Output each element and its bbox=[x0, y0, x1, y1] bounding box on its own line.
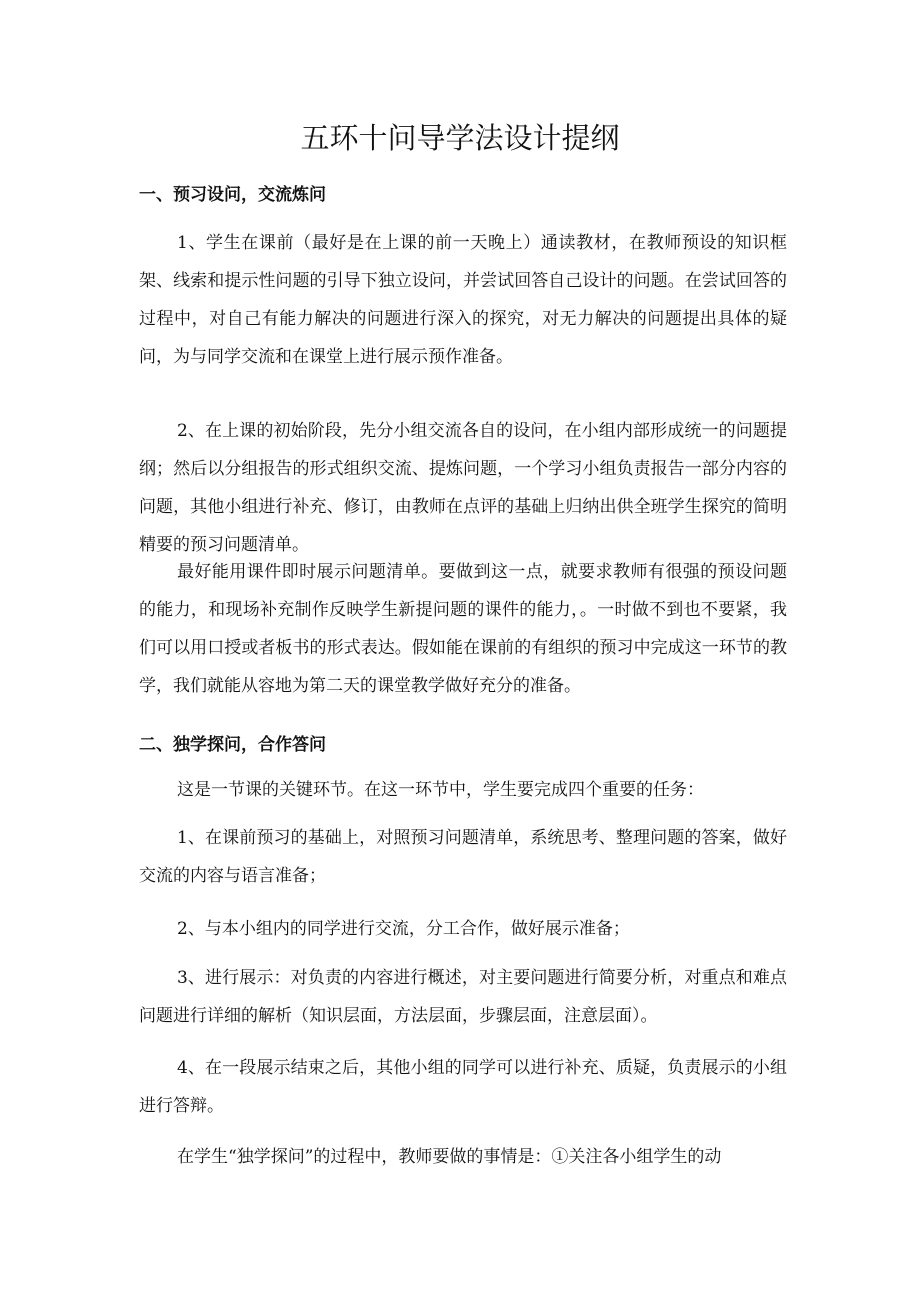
section-1-paragraph-2: 2、在上课的初始阶段，先分小组交流各自的设问，在小组内部形成统一的问题提纲；然后以分组报告的形式组织交流、提炼问题，一个学习小组负责报告一部分内容的问题，其他小组进行补充、修订，由教师在点评的基础上归纳出供全班学生探究的简明精要的预习问题清单。 bbox=[139, 421, 787, 555]
section-2-paragraph-4: 3、进行展示：对负责的内容进行概述，对主要问题进行简要分析，对重点和难点问题进行详细的解析（知识层面，方法层面，步骤层面，注意层面）。 bbox=[139, 968, 787, 1026]
section-1-paragraph-1: 1、学生在课前（最好是在上课的前一天晚上）通读教材，在教师预设的知识框架、线索和提示性问题的引导下独立设问，并尝试回答自己设计的问题。在尝试回答的过程中，对自己有能力解决的问题进行深入的探究，对无力解决的问题提出具体的疑问，为与同学交流和在课堂上进行展示预作准备。 bbox=[139, 233, 787, 367]
section-2-paragraph-3: 2、与本小组内的同学进行交流，分工合作，做好展示准备； bbox=[177, 919, 630, 939]
section-2-paragraph-2: 1、在课前预习的基础上，对照预习问题清单，系统思考、整理问题的答案，做好交流的内容与语言准备； bbox=[139, 828, 787, 886]
section-1-paragraph-3: 最好能用课件即时展示问题清单。要做到这一点，就要求教师有很强的预设问题的能力，和现场补充制作反映学生新提问题的课件的能力，。一时做不到也不要紧，我们可以用口授或者板书的形式表达。假如能在课前的有组织的预习中完成这一环节的教学，我们就能从容地为第二天的课堂教学做好充分的准备。 bbox=[139, 562, 787, 696]
section-2-paragraph-1: 这是一节课的关键环节。在这一环节中，学生要完成四个重要的任务： bbox=[177, 780, 704, 800]
section-2-paragraph-6: 在学生“独学探问”的过程中，教师要做的事情是：①关注各小组学生的动 bbox=[177, 1147, 722, 1167]
section-heading-1: 一、预习设问，交流炼问 bbox=[139, 185, 326, 205]
section-2-paragraph-5: 4、在一段展示结束之后，其他小组的同学可以进行补充、质疑，负责展示的小组进行答辩。 bbox=[139, 1058, 787, 1116]
document-title: 五环十问导学法设计提纲 bbox=[300, 121, 620, 155]
section-heading-2: 二、独学探问，合作答问 bbox=[139, 735, 326, 755]
